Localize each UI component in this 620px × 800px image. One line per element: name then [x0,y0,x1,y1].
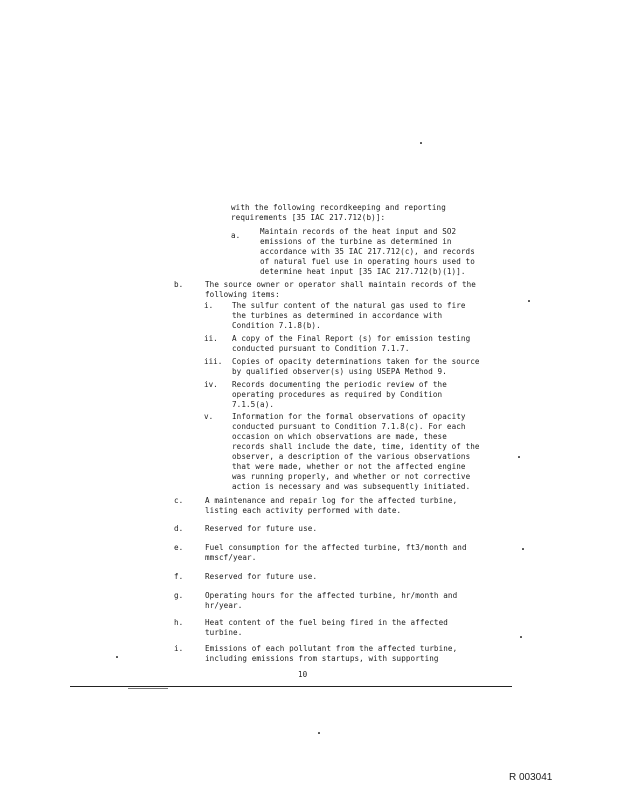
item-a-line: accordance with 35 IAC 217.712(c), and records [260,247,475,256]
item-i-marker: i. [174,644,184,653]
item-b-v-line: that were made, whether or not the affected engine [232,462,466,471]
item-b-i-line: the turbines as determined in accordance with [232,311,443,320]
item-a-line: emissions of the turbine as determined in [260,237,452,246]
item-b-v-line: action is necessary and was subsequently initiated. [232,482,471,491]
item-e-marker: e. [174,543,184,552]
scan-speck [116,656,118,658]
item-a-line: of natural fuel use in operating hours used to [260,257,475,266]
footer-rule [70,686,512,687]
item-b-v-marker: v. [204,412,214,421]
intro-line-1: with the following recordkeeping and reporting [231,203,446,212]
item-b-line: The source owner or operator shall maintain records of the [205,280,476,289]
item-g-marker: g. [174,591,184,600]
page-number: 10 [298,670,308,679]
item-b-iii-line: by qualified observer(s) using USEPA Method 9. [232,367,447,376]
bates-number: R 003041 [509,772,553,783]
scan-speck [318,732,320,734]
footer-rule-fragment [128,688,168,689]
scan-speck [522,548,524,550]
item-h-marker: h. [174,618,184,627]
item-b-i-line: The sulfur content of the natural gas used to fire [232,301,466,310]
item-b-v-line: records shall include the date, time, identity of the [232,442,480,451]
item-h-line: turbine. [205,628,243,637]
item-b-marker: b. [174,280,184,289]
item-a-line: Maintain records of the heat input and SO2 [260,227,457,236]
item-b-v-line: Information for the formal observations of opacity [232,412,466,421]
item-b-iv-line: 7.1.5(a). [232,400,275,409]
item-a-line: determine heat input [35 IAC 217.712(b)(1)]. [260,267,466,276]
item-d-line: Reserved for future use. [205,524,318,533]
scan-speck [520,636,522,638]
item-b-i-marker: i. [204,301,214,310]
intro-line-2: requirements [35 IAC 217.712(b)]: [231,213,386,222]
item-f-marker: f. [174,572,184,581]
item-b-v-line: observer, a description of the various observations [232,452,471,461]
item-g-line: Operating hours for the affected turbine, hr/month and [205,591,458,600]
item-c-marker: c. [174,496,184,505]
item-b-ii-line: conducted pursuant to Condition 7.1.7. [232,344,410,353]
item-d-marker: d. [174,524,184,533]
item-b-iv-line: Records documenting the periodic review of the [232,380,447,389]
item-e-line: mmscf/year. [205,553,257,562]
item-b-iv-marker: iv. [204,380,218,389]
item-b-i-line: Condition 7.1.8(b). [232,321,321,330]
item-a-marker: a. [231,231,241,240]
item-h-line: Heat content of the fuel being fired in the affected [205,618,448,627]
item-b-v-line: was running properly, and whether or not corrective [232,472,471,481]
item-b-v-line: occasion on which observations are made, these [232,432,447,441]
item-f-line: Reserved for future use. [205,572,318,581]
item-c-line: A maintenance and repair log for the affected turbine, [205,496,458,505]
item-b-ii-marker: ii. [204,334,218,343]
item-b-v-line: conducted pursuant to Condition 7.1.8(c). For each [232,422,466,431]
item-b-line: following items: [205,290,280,299]
item-b-iii-marker: iii. [204,357,223,366]
item-b-iii-line: Copies of opacity determinations taken for the source [232,357,480,366]
item-b-ii-line: A copy of the Final Report (s) for emission testing [232,334,471,343]
item-b-iv-line: operating procedures as required by Condition [232,390,443,399]
item-e-line: Fuel consumption for the affected turbine, ft3/month and [205,543,467,552]
item-c-line: listing each activity performed with date. [205,506,402,515]
item-g-line: hr/year. [205,601,243,610]
scan-speck [528,300,530,302]
item-i-line: Emissions of each pollutant from the affected turbine, [205,644,458,653]
scan-speck [420,142,422,144]
scan-speck [518,456,520,458]
item-i-line: including emissions from startups, with supporting [205,654,439,663]
